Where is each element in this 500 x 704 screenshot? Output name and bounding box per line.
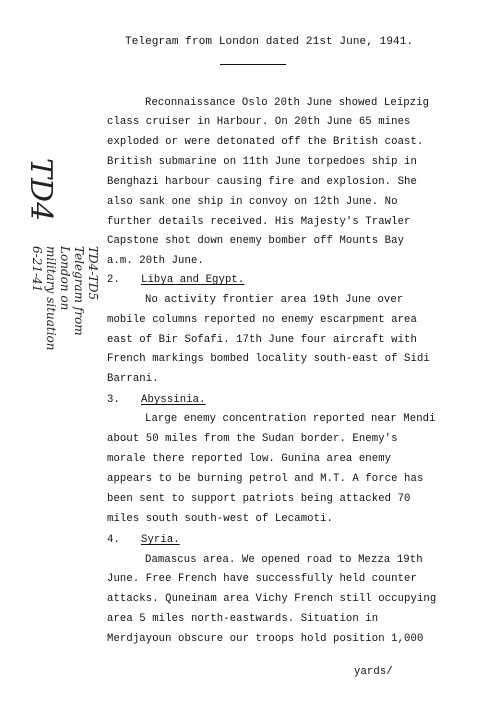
margin-note-line: TD4-TD5 <box>86 246 100 301</box>
section3-line: Large enemy concentration reported near Mendi <box>145 413 436 425</box>
section4-line: attacks. Quneinam area Vichy French still occupying <box>107 593 437 605</box>
handwritten-margin-note <box>30 246 100 351</box>
section3-line: miles south south-west of Lecamoti. <box>107 513 334 525</box>
section-heading: Syria. <box>141 534 180 546</box>
para1-line: further details received. His Majesty's Trawler <box>107 216 411 228</box>
margin-note-line: military situation <box>44 246 58 351</box>
section-number: 2. <box>107 274 120 286</box>
margin-note-line: London on <box>58 246 72 311</box>
section4-line: Damascus area. We opened road to Mezza 19th <box>145 554 423 566</box>
section2-line: east of Bir Sofafi. 17th June four aircraft with <box>107 334 417 346</box>
margin-note-line: Telegram from <box>72 246 86 336</box>
para1-line: Capstone shot down enemy bomber off Mounts Bay <box>107 235 405 247</box>
title-underline <box>220 64 286 65</box>
section-heading: Abyssinia. <box>141 394 206 406</box>
para1-line: class cruiser in Harbour. On 20th June 65 mines <box>107 116 411 128</box>
telegram-title: Telegram from London dated 21st June, 1941. <box>125 36 414 48</box>
section3-line: appears to be burning petrol and M.T. A force has <box>107 473 424 485</box>
para1-line: a.m. 20th June. <box>107 255 204 267</box>
section4-line: Merdjayoun obscure our troops hold position 1,000 <box>107 633 424 645</box>
para1-line: exploded or were detonated off the British coast. <box>107 136 424 148</box>
section2-line: French markings bombed locality south-east of Sidi <box>107 353 430 365</box>
section-heading: Libya and Egypt. <box>141 274 245 286</box>
margin-note-line: 6-21-41 <box>30 246 44 293</box>
para1-line: Benghazi harbour causing fire and explosion. She <box>107 176 417 188</box>
section-number: 3. <box>107 394 120 406</box>
section4-line: June. Free French have successfully held counter <box>107 573 417 585</box>
section4-line: area 5 miles north-eastwards. Situation in <box>107 613 379 625</box>
section2-line: mobile columns reported no enemy escarpment area <box>107 314 417 326</box>
section2-line: Barrani. <box>107 373 159 385</box>
section2-line: No activity frontier area 19th June over <box>145 294 404 306</box>
section3-line: morale there reported low. Gunina area enemy <box>107 453 392 465</box>
para1-line: also sank one ship in convoy on 12th June. No <box>107 196 398 208</box>
handwritten-file-code: TD4 <box>23 158 58 222</box>
catchword: yards/ <box>354 666 393 678</box>
para1-line: Reconnaissance Oslo 20th June showed Leipzig <box>145 97 430 109</box>
para1-line: British submarine on 11th June torpedoes ship in <box>107 156 417 168</box>
section-number: 4. <box>107 534 120 546</box>
section3-line: been sent to support patriots being attacked 70 <box>107 493 411 505</box>
section3-line: about 50 miles from the Sudan border. Enemy's <box>107 433 398 445</box>
